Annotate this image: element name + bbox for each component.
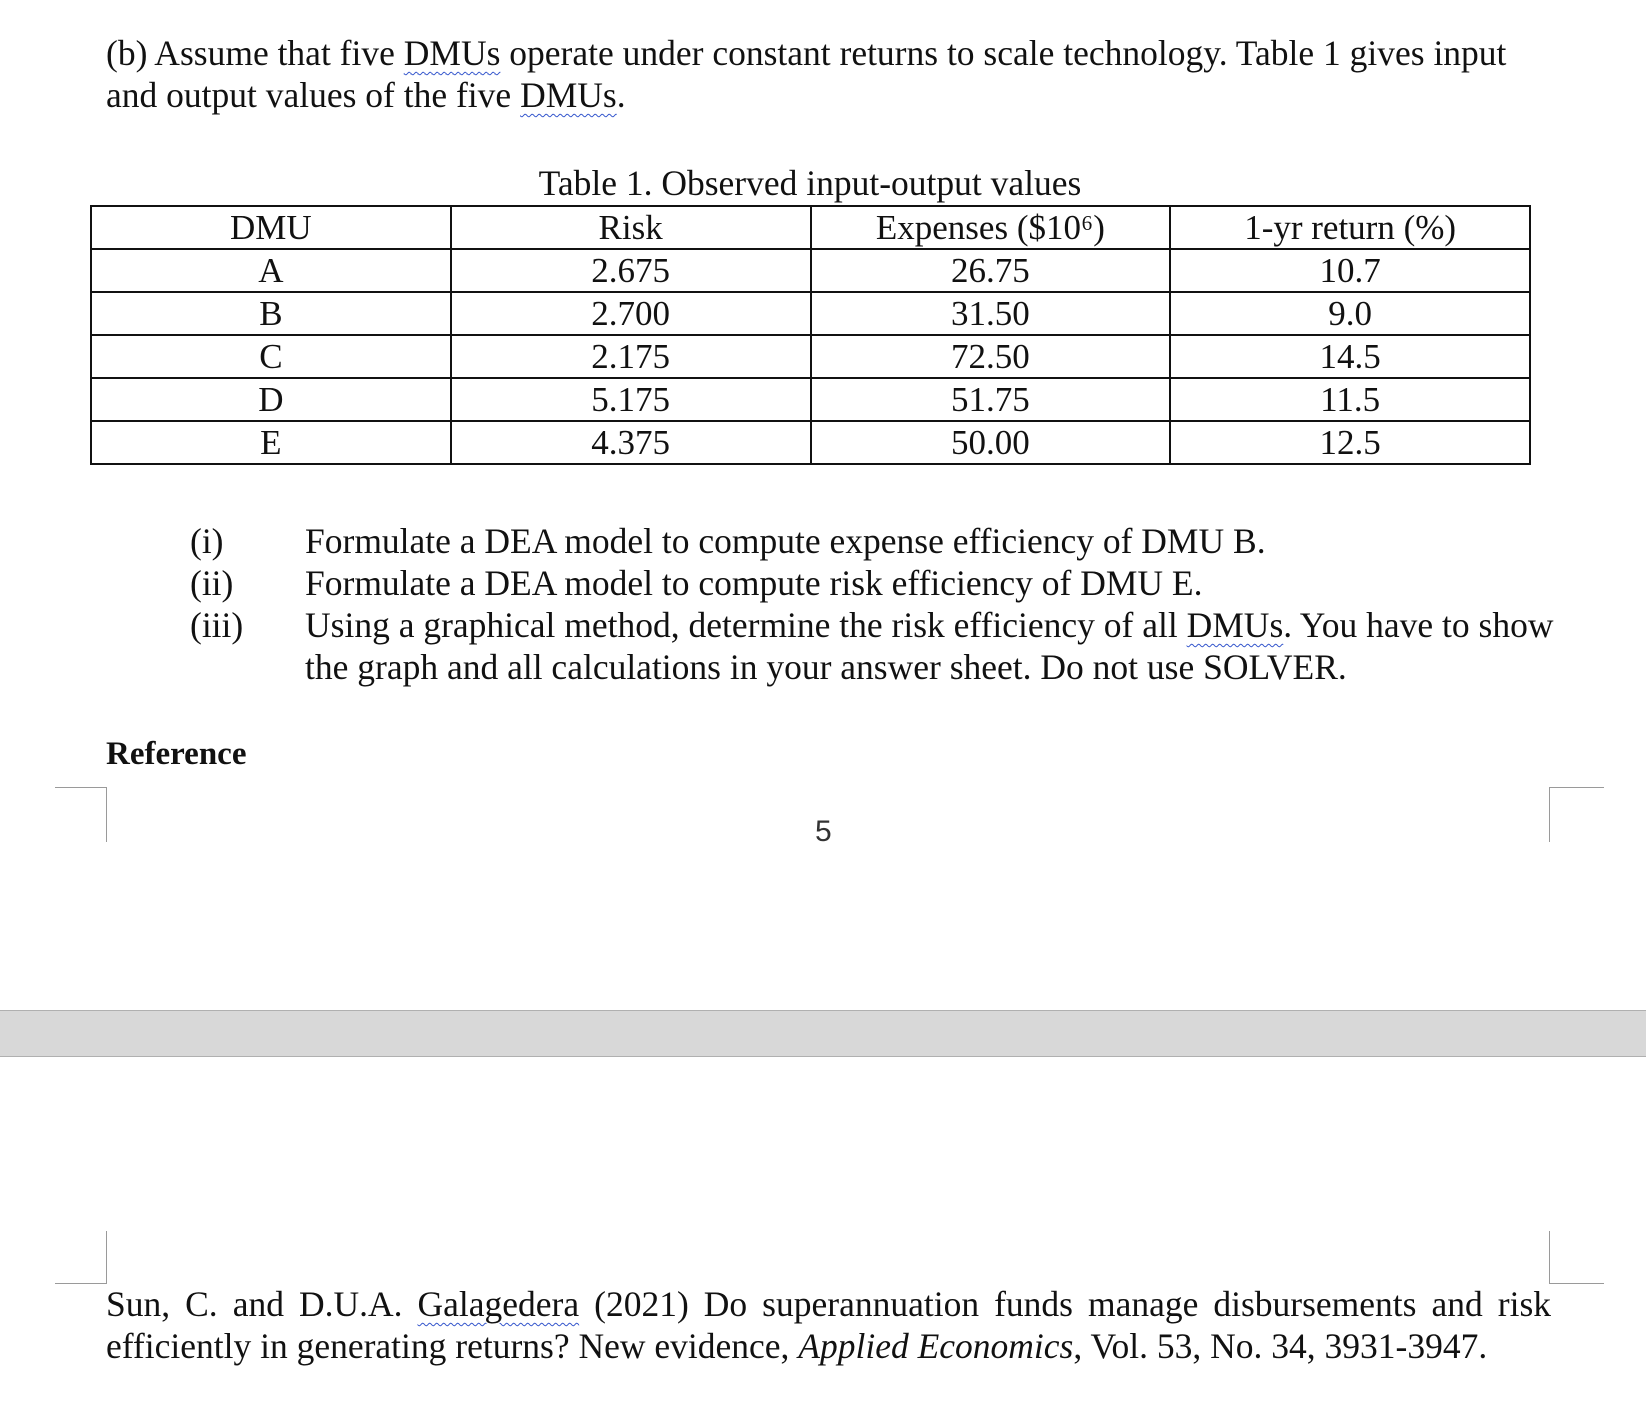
table-cell: E	[91, 421, 451, 464]
question-number: (ii)	[190, 563, 234, 603]
table-cell: 50.00	[811, 421, 1171, 464]
reference-citation: Sun, C. and D.U.A. Galagedera (2021) Do superannuation funds manage disbursements and risk efficiently in generating returns? New evidence, Applied Economics, Vol. 53, No. 34, 3931-3947.	[106, 1284, 1552, 1366]
table-cell: 10.7	[1170, 249, 1530, 292]
data-table	[90, 205, 1531, 465]
table-row	[91, 421, 1530, 464]
reference-heading: Reference	[106, 736, 247, 772]
question-list	[190, 520, 1570, 688]
spellcheck-word[interactable]: Galagedera	[417, 1284, 580, 1324]
table-row	[91, 335, 1530, 378]
table-cell: 5.175	[451, 378, 811, 421]
crop-mark	[106, 1231, 107, 1284]
table-cell: 51.75	[811, 378, 1171, 421]
spellcheck-word[interactable]: DMUs	[403, 33, 501, 73]
table-caption: Table 1. Observed input-output values	[538, 163, 1082, 203]
question-text: Formulate a DEA model to compute risk efficiency of DMU E.	[305, 563, 1203, 603]
question-item	[190, 520, 1570, 562]
column-header-dmu: DMU	[91, 206, 451, 249]
column-header-expenses: Expenses ($10⁶)	[811, 206, 1171, 249]
table-row	[91, 378, 1530, 421]
page-number: 5	[815, 815, 832, 848]
table-header-row	[91, 206, 1530, 249]
crop-mark	[106, 787, 107, 842]
table-cell: 2.675	[451, 249, 811, 292]
table-cell: D	[91, 378, 451, 421]
table-cell: 2.700	[451, 292, 811, 335]
crop-mark	[1549, 787, 1550, 842]
table-cell: C	[91, 335, 451, 378]
table-row	[91, 292, 1530, 335]
question-text: Formulate a DEA model to compute expense efficiency of DMU B.	[305, 521, 1266, 561]
intro-paragraph: (b) Assume that five DMUs operate under constant returns to scale technology. Table 1 gives input and output values of the five DMUs.	[106, 33, 1507, 115]
table-cell: 26.75	[811, 249, 1171, 292]
question-text: Using a graphical method, determine the risk efficiency of all DMUs. You have to show the graph and all calculations in your answer sheet. Do not use SOLVER.	[305, 605, 1554, 687]
table-cell: B	[91, 292, 451, 335]
question-item	[190, 562, 1570, 604]
table-cell: A	[91, 249, 451, 292]
crop-mark	[1549, 787, 1604, 788]
spellcheck-word[interactable]: DMUs	[1186, 605, 1284, 645]
table-row	[91, 249, 1530, 292]
question-item	[190, 604, 1570, 688]
question-number: (iii)	[190, 605, 244, 645]
crop-mark	[55, 1283, 107, 1284]
column-header-risk: Risk	[451, 206, 811, 249]
question-number: (i)	[190, 521, 224, 561]
page-gap	[0, 1010, 1646, 1057]
table-cell: 12.5	[1170, 421, 1530, 464]
crop-mark	[1549, 1231, 1550, 1284]
crop-mark	[55, 787, 107, 788]
crop-mark	[1549, 1283, 1604, 1284]
table-cell: 11.5	[1170, 378, 1530, 421]
table-cell: 72.50	[811, 335, 1171, 378]
table-cell: 9.0	[1170, 292, 1530, 335]
table-cell: 14.5	[1170, 335, 1530, 378]
table-cell: 4.375	[451, 421, 811, 464]
spellcheck-word[interactable]: DMUs	[520, 75, 617, 115]
journal-title: Applied Economics	[798, 1326, 1074, 1366]
table-cell: 2.175	[451, 335, 811, 378]
column-header-return: 1-yr return (%)	[1170, 206, 1530, 249]
table-cell: 31.50	[811, 292, 1171, 335]
